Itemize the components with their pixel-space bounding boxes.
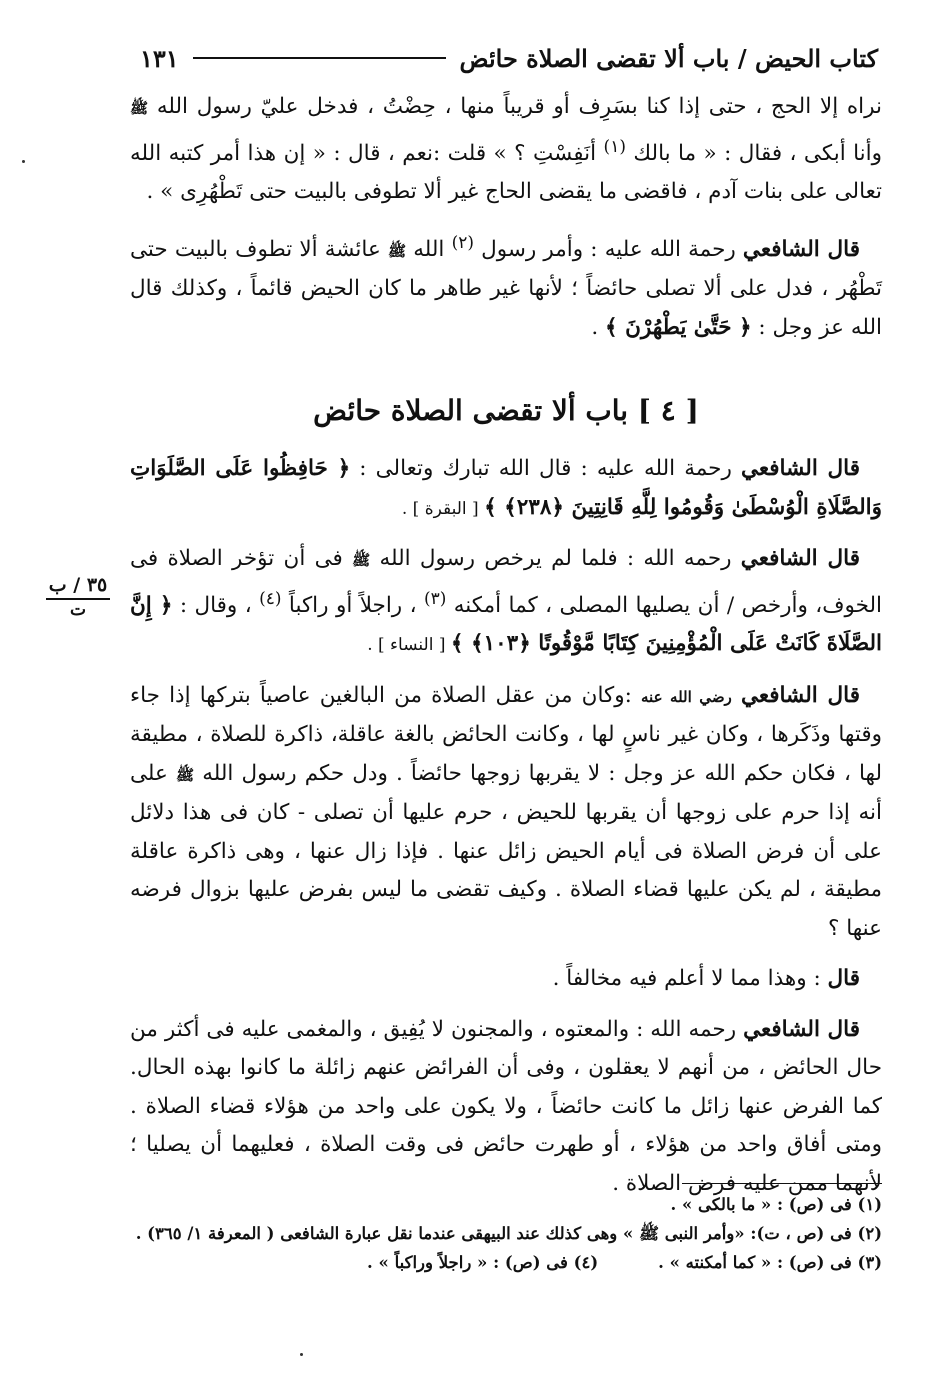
- quran-quote: ﴿ إِنَّ الصَّلَاةَ كَانَتْ عَلَى الْمُؤْمِنِينَ كِتَابًا مَّوْقُوتًا ﴿١٠٣﴾ ﴾: [130, 592, 882, 657]
- margin-folio: ٣٥ / ب: [46, 574, 110, 600]
- text-run: وأنا أبكى ، فقال : « ما بالك: [625, 140, 882, 166]
- footnote-2: (٢) فى (ص ، ت): «وأمر النبى ﷺ » وهى كذلك عند البيهقى عندما نقل عبارة الشافعى ( المعرفة ١/ ٣٦٥) .: [135, 1224, 882, 1243]
- quran-quote: ﴿ حَتَّىٰ يَطْهُرْنَ ﴾: [605, 314, 752, 340]
- footnote-4: (٤) فى (ص) : « راجلاً وراكباً » .: [367, 1253, 599, 1272]
- speaker-lead: قال الشافعي: [743, 1016, 861, 1042]
- footnote-1: (١) فى (ص) : « ما بالكى » .: [670, 1195, 882, 1214]
- text-run: رحمه الله : فلما لم يرخص رسول الله: [370, 546, 741, 571]
- main-text-block: [130, 450, 882, 1215]
- margin-folio-note: [46, 574, 110, 620]
- footnote-3: (٣) فى (ص) : « كما أمكنته » .: [658, 1253, 882, 1272]
- footnote-row: [130, 1248, 882, 1277]
- paragraph-3: [130, 450, 882, 528]
- text-run: نراه إلا الحج ، حتى إذا كنا بسَرِف أو قريباً منها ، حِضْتُ ، فدخل عليّ رسول الله: [148, 94, 882, 119]
- speaker-lead: قال الشافعي: [740, 682, 860, 708]
- footnotes: [130, 1190, 882, 1277]
- scan-speck: [300, 1353, 303, 1356]
- paragraph-4: [130, 540, 882, 665]
- footnote-marker-3: (٣): [423, 588, 447, 609]
- footnote-rule: [682, 1183, 882, 1184]
- honorific-saw: ﷺ: [175, 765, 195, 784]
- speaker-lead: قال: [827, 966, 860, 992]
- running-title: كتاب الحيض / باب ألا تقضى الصلاة حائض: [459, 43, 878, 73]
- section-heading: [ ٤ ] باب ألا تقضى الصلاة حائض: [313, 394, 699, 427]
- text-run: عائشة ألا تطوف بالبيت حتى تَطْهُر ، فدل على ألا تصلى حائضاً ؛ لأنها غير طاهر ما كان الحيض قائماً ، وكذلك قال الله عز وجل :: [130, 236, 882, 340]
- text-run: أنَفِسْتِ ؟ » قلت :نعم ، قال : « إن هذا أمر كتبه الله: [130, 140, 604, 166]
- text-run: ، راجلاً أو راكباً: [281, 592, 424, 618]
- text-run: الله: [406, 236, 452, 262]
- honorific-ra: رضي الله عنه: [641, 687, 732, 706]
- text-run: رحمة الله عليه : وأمر رسول: [473, 236, 743, 262]
- text-run: رحمة الله عليه : قال الله تبارك وتعالى :: [350, 456, 741, 481]
- text-run: رحمه الله : والمعتوه ، والمجنون لا يُفِيق ، والمغمى عليه فى أكثر من حال الحائض ، من أنهم لا يعقلون ، وفى أن الفرائض عنهم زائلة ما كانوا بهذه الحال. كما الفرض عنها زائل ما كانت حائضاً ، ولا يكون على واحد من هؤلاء قضاء الصلاة . ومتى أفاق واحد من هؤلاء ، أو طهرت حائض فى وقت الصلاة ، فعليهما أن يصليا ؛ لأنهما ممن عليه فرض الصلاة .: [130, 1016, 882, 1196]
- honorific-saw: ﷺ: [130, 99, 149, 117]
- scan-speck: [22, 160, 25, 163]
- text-run: ، وقال :: [172, 592, 260, 618]
- speaker-lead: قال الشافعي: [740, 546, 860, 571]
- paragraph-1: [130, 88, 882, 212]
- text-run: .: [591, 314, 606, 340]
- footnote-marker-4: (٤): [259, 588, 282, 609]
- paragraph-2: [130, 224, 882, 348]
- top-text-block: [130, 88, 882, 359]
- footnote-marker-2: (٢): [451, 232, 474, 253]
- text-run: على أنه إذا حرم على زوجها أن يقربها للحيض ، حرم عليها أن تصلى - كان فى هذا دلائل على أن فرض الصلاة فى أيام الحيض زائل عنها . فإذا زال عنها ، وهى ذاكرة عاقلة مطيقة ، لم يكن عليها قضاء الصلاة . وكيف تقضى ما ليس بفرض عليها بزوال فرضه عنها ؟: [130, 760, 882, 941]
- surah-reference: [ البقرة ] .: [401, 498, 485, 519]
- text-run: تعالى على بنات آدم ، فاقضى ما يقضى الحاج غير ألا تطوفى بالبيت حتى تَطْهُرِى » .: [146, 179, 882, 205]
- footnote-marker-1: (١): [603, 136, 626, 157]
- paragraph-7: [130, 1011, 882, 1204]
- header-rule: [193, 57, 446, 59]
- page-number: ١٣١: [140, 43, 179, 73]
- quran-quote: ﴿ حَافِظُوا عَلَى الصَّلَوَاتِ وَالصَّلَاةِ الْوُسْطَىٰ وَقُومُوا لِلَّهِ قَانِتِينَ ﴿٢٣٨﴾ ﴾: [130, 456, 882, 520]
- honorific-saw: ﷺ: [387, 241, 407, 260]
- text-run: فى أن تؤخر الصلاة فى الخوف، وأرخص / أن يصليها المصلى ، كما أمكنه: [130, 546, 882, 618]
- honorific-saw: ﷺ: [352, 551, 371, 569]
- text-run: :وكان من عقل الصلاة من البالغين عاصياً بتركها إذا جاء وقتها وذَكَرها ، وكان غير ناسٍ لها ، وكانت الحائض بالغة عاقلة، ذاكرة للصلاة ، مطيقة لها ، فكان حكم الله عز وجل : لا يقربها زوجها حائضاً . ودل حكم رسول الله: [130, 682, 882, 786]
- paragraph-5: [130, 677, 882, 949]
- surah-reference: [ النساء ] .: [367, 635, 451, 656]
- paragraph-6: [130, 960, 882, 999]
- speaker-lead: قال الشافعي: [742, 236, 860, 262]
- text-run: : وهذا مما لا أعلم فيه مخالفاً .: [552, 966, 828, 992]
- margin-manuscript: ت: [69, 600, 86, 620]
- speaker-lead: قال الشافعي: [740, 456, 860, 481]
- page-header: [140, 38, 878, 78]
